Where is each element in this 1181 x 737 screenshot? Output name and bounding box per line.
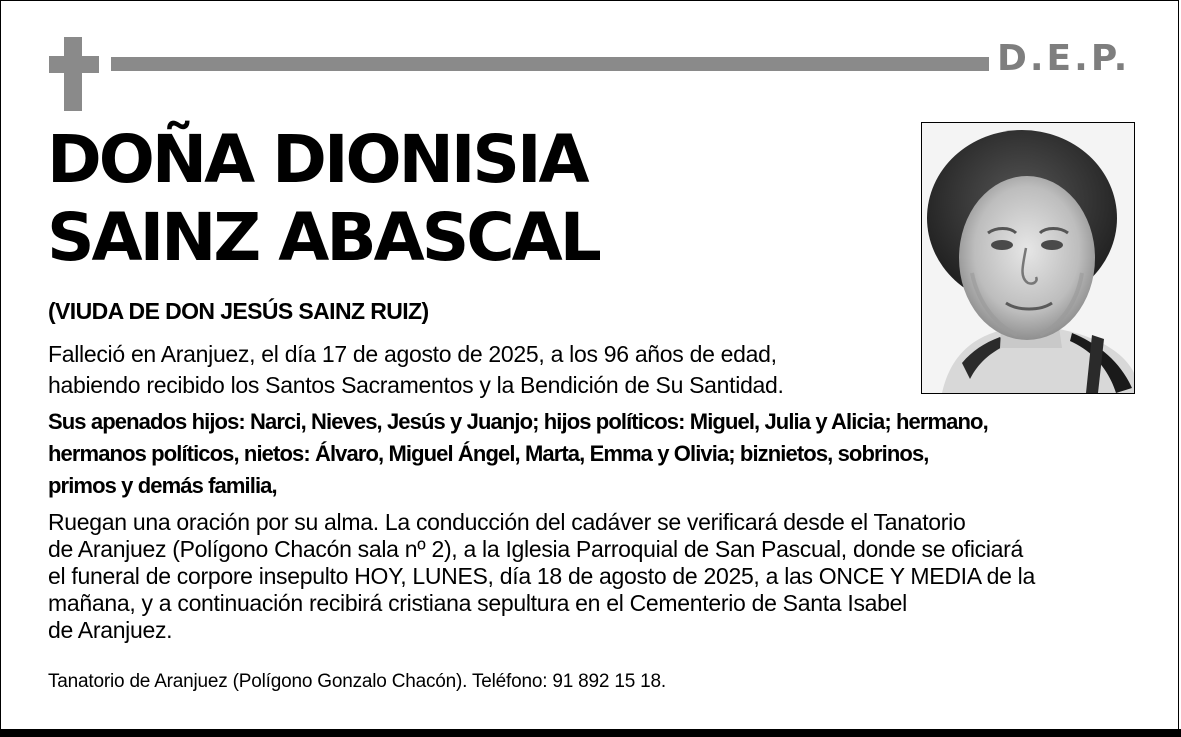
funeral-line: de Aranjuez (Polígono Chacón sala nº 2), a la Iglesia Parroquial de San Pascual, donde se oficiará bbox=[48, 536, 1024, 562]
family-list bbox=[48, 406, 988, 502]
dep-label: D.E.P. bbox=[997, 38, 1131, 79]
funeral-details bbox=[48, 509, 1035, 644]
funeral-line: de Aranjuez. bbox=[48, 617, 173, 643]
cross-icon bbox=[49, 37, 99, 111]
funeral-line: Ruegan una oración por su alma. La conducción del cadáver se verificará desde el Tanatorio bbox=[48, 509, 966, 535]
family-line: primos y demás familia, bbox=[48, 473, 277, 498]
name-line-1: DOÑA DIONISIA bbox=[47, 121, 587, 198]
bottom-rule bbox=[0, 729, 1181, 737]
portrait-photo bbox=[921, 122, 1135, 394]
name-line-2: SAINZ ABASCAL bbox=[47, 199, 599, 276]
funeral-line: mañana, y a continuación recibirá cristiana sepultura en el Cementerio de Santa Isabel bbox=[48, 590, 907, 616]
contact-info: Tanatorio de Aranjuez (Polígono Gonzalo Chacón). Teléfono: 91 892 15 18. bbox=[48, 671, 666, 692]
death-announcement bbox=[48, 339, 784, 401]
widow-note: (VIUDA DE DON JESÚS SAINZ RUIZ) bbox=[48, 298, 429, 324]
header-rule bbox=[111, 57, 989, 71]
intro-line: habiendo recibido los Santos Sacramentos y la Bendición de Su Santidad. bbox=[48, 372, 784, 398]
family-line: Sus apenados hijos: Narci, Nieves, Jesús y Juanjo; hijos políticos: Miguel, Julia y Alicia; hermano, bbox=[48, 409, 988, 434]
intro-line: Falleció en Aranjuez, el día 17 de agosto de 2025, a los 96 años de edad, bbox=[48, 341, 777, 367]
funeral-line: el funeral de corpore insepulto HOY, LUNES, día 18 de agosto de 2025, a las ONCE Y MEDIA de la bbox=[48, 563, 1035, 589]
family-line: hermanos políticos, nietos: Álvaro, Miguel Ángel, Marta, Emma y Olivia; biznietos, sobrinos, bbox=[48, 441, 929, 466]
deceased-name bbox=[47, 121, 599, 277]
